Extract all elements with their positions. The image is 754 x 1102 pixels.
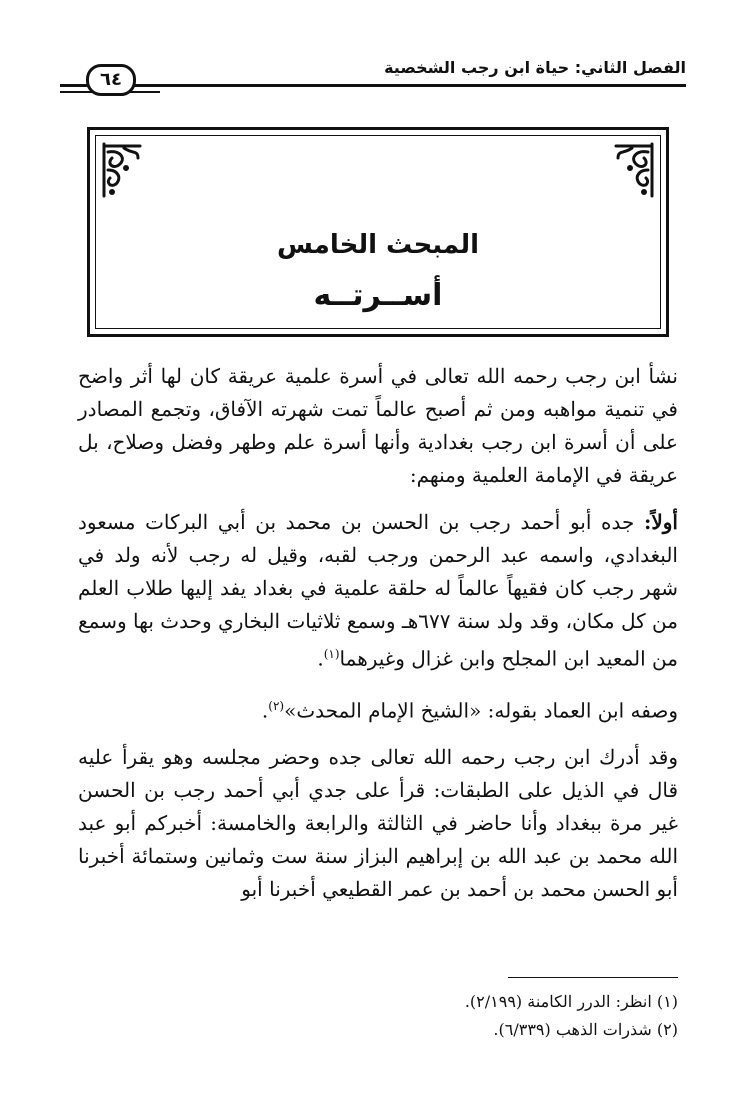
list-marker-first: أولاً: bbox=[643, 510, 678, 534]
section-subtitle: أســرتــه bbox=[313, 278, 443, 313]
floral-corner-ornament-icon bbox=[612, 140, 658, 200]
running-title: الفصل الثاني: حياة ابن رجب الشخصية bbox=[384, 58, 686, 77]
section-title: المبحث الخامس bbox=[276, 230, 480, 260]
paragraph-attendance: وقد أدرك ابن رجب رحمه الله تعالى جده وحضر مجلسه وهو يقرأ عليه قال في الذيل على الطبقات: قرأ على جدي أبي أحمد رجب بن الحسن غير مرة ببغداد وأنا حاضر في الثالثة والرابعة والخامسة: أخبركم أبو عبد الله محمد بن عبد الله بن إبراهيم البزاز سنة ست وثمانين وستمائة أخبرنا أبو الحسن محمد بن أحمد بن عمر القطيعي أخبرنا أبو bbox=[78, 745, 678, 902]
header-rule bbox=[60, 84, 686, 87]
footnote-separator bbox=[508, 977, 678, 978]
paragraph-ibn-imad-text: وصفه ابن العماد بقوله: «الشيخ الإمام المحدث» bbox=[284, 698, 678, 723]
footnote-2: (٢) شذرات الذهب (٦/٣٣٩). bbox=[493, 1020, 678, 1039]
paragraph-grandfather-text: جده أبو أحمد رجب بن الحسن بن محمد بن أبي البركات مسعود البغدادي، واسمه عبد الرحمن ورجب لقبه، وقيل له رجب لأنه ولد في شهر رجب كان فقيهاً عالماً له حلقة علمية في بغداد يفد إليها طلاب العلم من كل مكان، وقد ولد سنة ٦٧٧هـ وسمع ثلاثيات البخاري وحدث بها وسمع من المعيد ابن المجلح وابن غزال وغيرهما bbox=[78, 510, 678, 671]
footnote-ref-2[interactable]: (٢) bbox=[268, 698, 285, 713]
footnote-1: (١) انظر: الدرر الكامنة (٢/١٩٩). bbox=[464, 992, 678, 1011]
section-title-box bbox=[87, 127, 669, 337]
footnotes bbox=[78, 988, 678, 1044]
paragraph-ibn-imad bbox=[78, 690, 678, 728]
footnote-ref-1[interactable]: (١) bbox=[323, 647, 340, 661]
paragraph-ibn-imad-end: . bbox=[261, 698, 269, 723]
running-header bbox=[60, 58, 686, 102]
body-text bbox=[78, 360, 678, 906]
page-number: ٦٤ bbox=[86, 64, 136, 96]
floral-corner-ornament-icon bbox=[98, 140, 144, 200]
paragraph-grandfather-end: . bbox=[317, 646, 324, 671]
paragraph-grandfather bbox=[78, 506, 678, 676]
paragraph-intro: نشأ ابن رجب رحمه الله تعالى في أسرة علمية عريقة كان لها أثر واضح في تنمية مواهبه ومن ثم أصبح عالماً تمت شهرته الآفاق، وتجمع المصادر على أن أسرة ابن رجب بغدادية وأنها أسرة علم وطهر وفضل وصلاح، بل عريقة في الإمامة العلمية ومنهم: bbox=[78, 364, 678, 487]
